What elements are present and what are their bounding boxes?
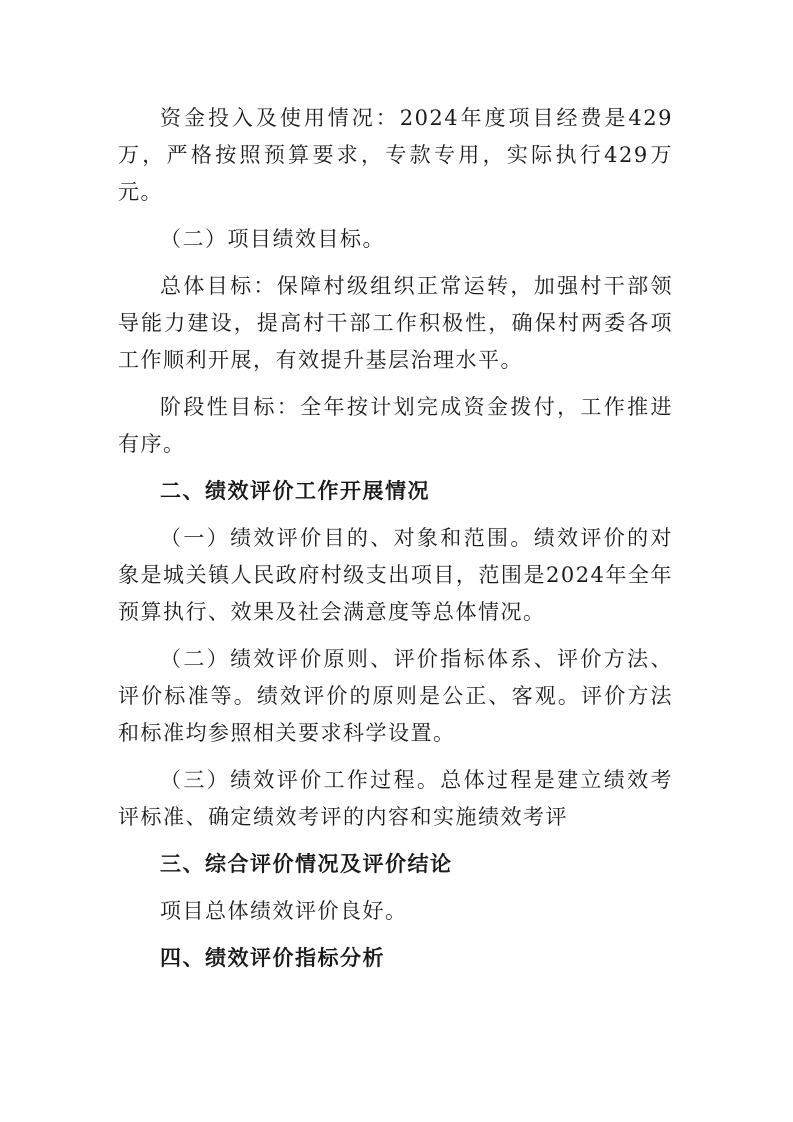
section-heading-3: 三、综合评价情况及评价结论 [160, 852, 453, 876]
paragraph-evaluation-principles: （二）绩效评价原则、评价指标体系、评价方法、评价标准等。绩效评价的原则是公正、客观。评价方法和标准均参照相关要求科学设置。 [118, 647, 673, 745]
paragraph-performance-goal-title: （二）项目绩效目标。 [160, 227, 385, 251]
paragraph-evaluation-scope: （一）绩效评价目的、对象和范围。绩效评价的对象是城关镇人民政府村级支出项目，范围是2024年全年预算执行、效果及社会满意度等总体情况。 [118, 526, 673, 624]
section-heading-4: 四、绩效评价指标分析 [160, 946, 385, 970]
paragraph-evaluation-process: （三）绩效评价工作过程。总体过程是建立绩效考评标准、确定绩效考评的内容和实施绩效考评 [118, 768, 673, 829]
paragraph-conclusion: 项目总体绩效评价良好。 [160, 899, 408, 923]
paragraph-funding: 资金投入及使用情况：2024年度项目经费是429万，严格按照预算要求，专款专用，实际执行429万元。 [118, 106, 673, 204]
paragraph-stage-goal: 阶段性目标：全年按计划完成资金拨付，工作推进有序。 [118, 395, 673, 456]
section-heading-2: 二、绩效评价工作开展情况 [160, 479, 430, 503]
paragraph-overall-goal: 总体目标：保障村级组织正常运转，加强村干部领导能力建设，提高村干部工作积极性，确保村两委各项工作顺利开展，有效提升基层治理水平。 [118, 274, 673, 372]
document-body [118, 100, 673, 977]
